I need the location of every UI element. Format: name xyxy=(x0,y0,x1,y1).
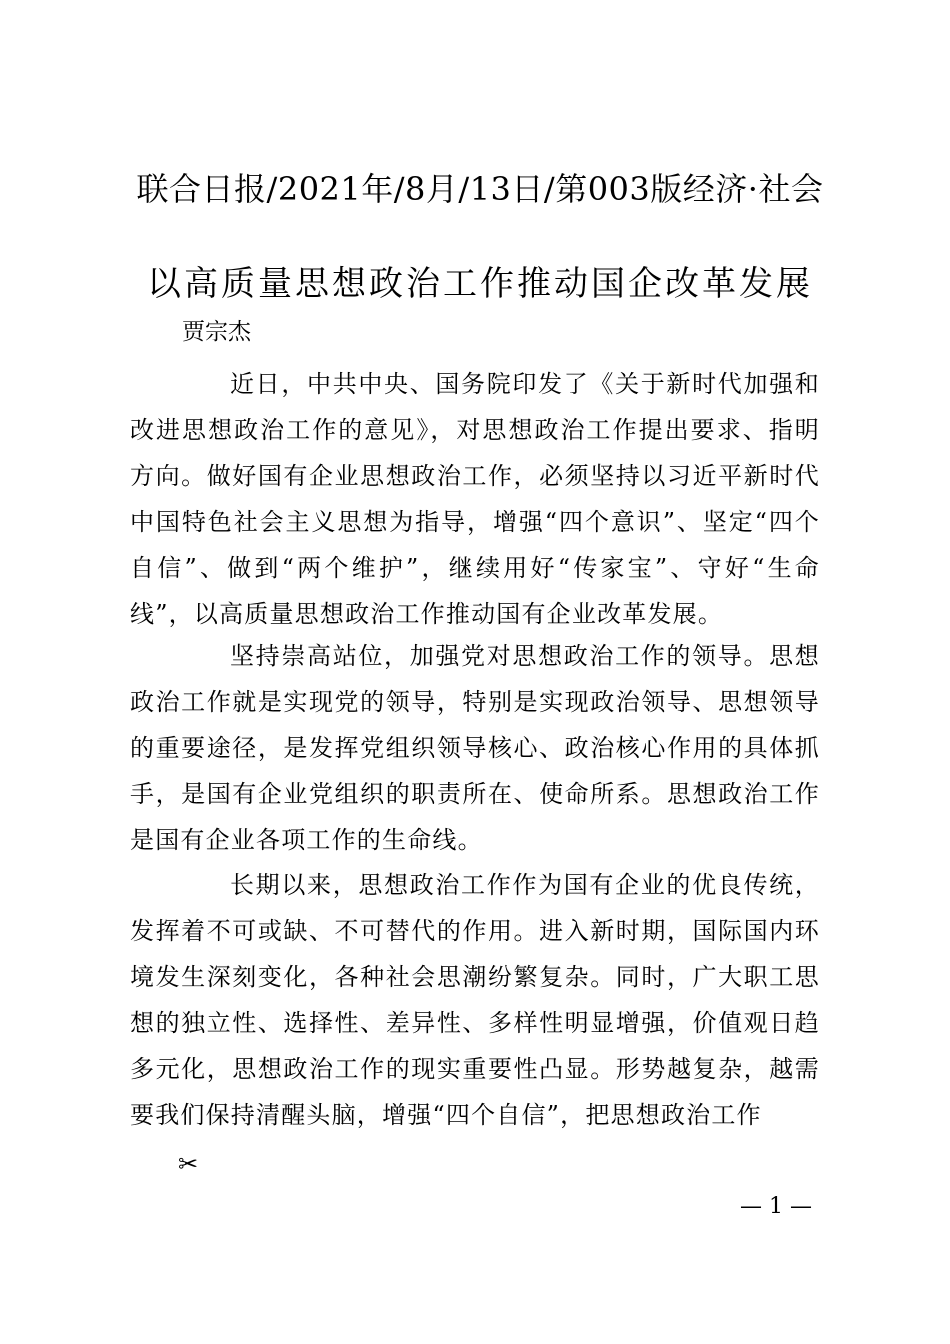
newspaper-source-line: 联合日报/2021年/8月/13日/第003版经济·社会 xyxy=(136,170,824,208)
author-name: 贾宗杰 xyxy=(182,319,251,345)
paragraph-3: 长期以来，思想政治工作作为国有企业的优良传统，发挥着不可或缺、不可替代的作用。进入新时期，国际国内环境发生深刻变化，各种社会思潮纷繁复杂。同时，广大职工思想的独立性、选择性、差异性、多样性明显增强，价值观日趋多元化，思想政治工作的现实重要性凸显。形势越复杂，越需要我们保持清醒头脑，增强“四个自信”，把思想政治工作 xyxy=(130,871,820,1129)
paragraph-2: 坚持崇高站位，加强党对思想政治工作的领导。思想政治工作就是实现党的领导，特别是实现政治领导、思想领导的重要途径，是发挥党组织领导核心、政治核心作用的具体抓手，是国有企业党组织的职责所在、使命所系。思想政治工作是国有企业各项工作的生命线。 xyxy=(130,642,820,854)
scissors-icon: ✂ xyxy=(178,1150,199,1178)
paragraph-1: 近日，中共中央、国务院印发了《关于新时代加强和改进思想政治工作的意见》，对思想政治工作提出要求、指明方向。做好国有企业思想政治工作，必须坚持以习近平新时代中国特色社会主义思想为指导，增强“四个意识”、坚定“四个自信”、做到“两个维护”，继续用好“传家宝”、守好“生命线”，以高质量思想政治工作推动国有企业改革发展。 xyxy=(130,370,820,628)
page-number: — 1 — xyxy=(740,1194,812,1219)
article-title: 以高质量思想政治工作推动国企改革发展 xyxy=(147,264,813,304)
